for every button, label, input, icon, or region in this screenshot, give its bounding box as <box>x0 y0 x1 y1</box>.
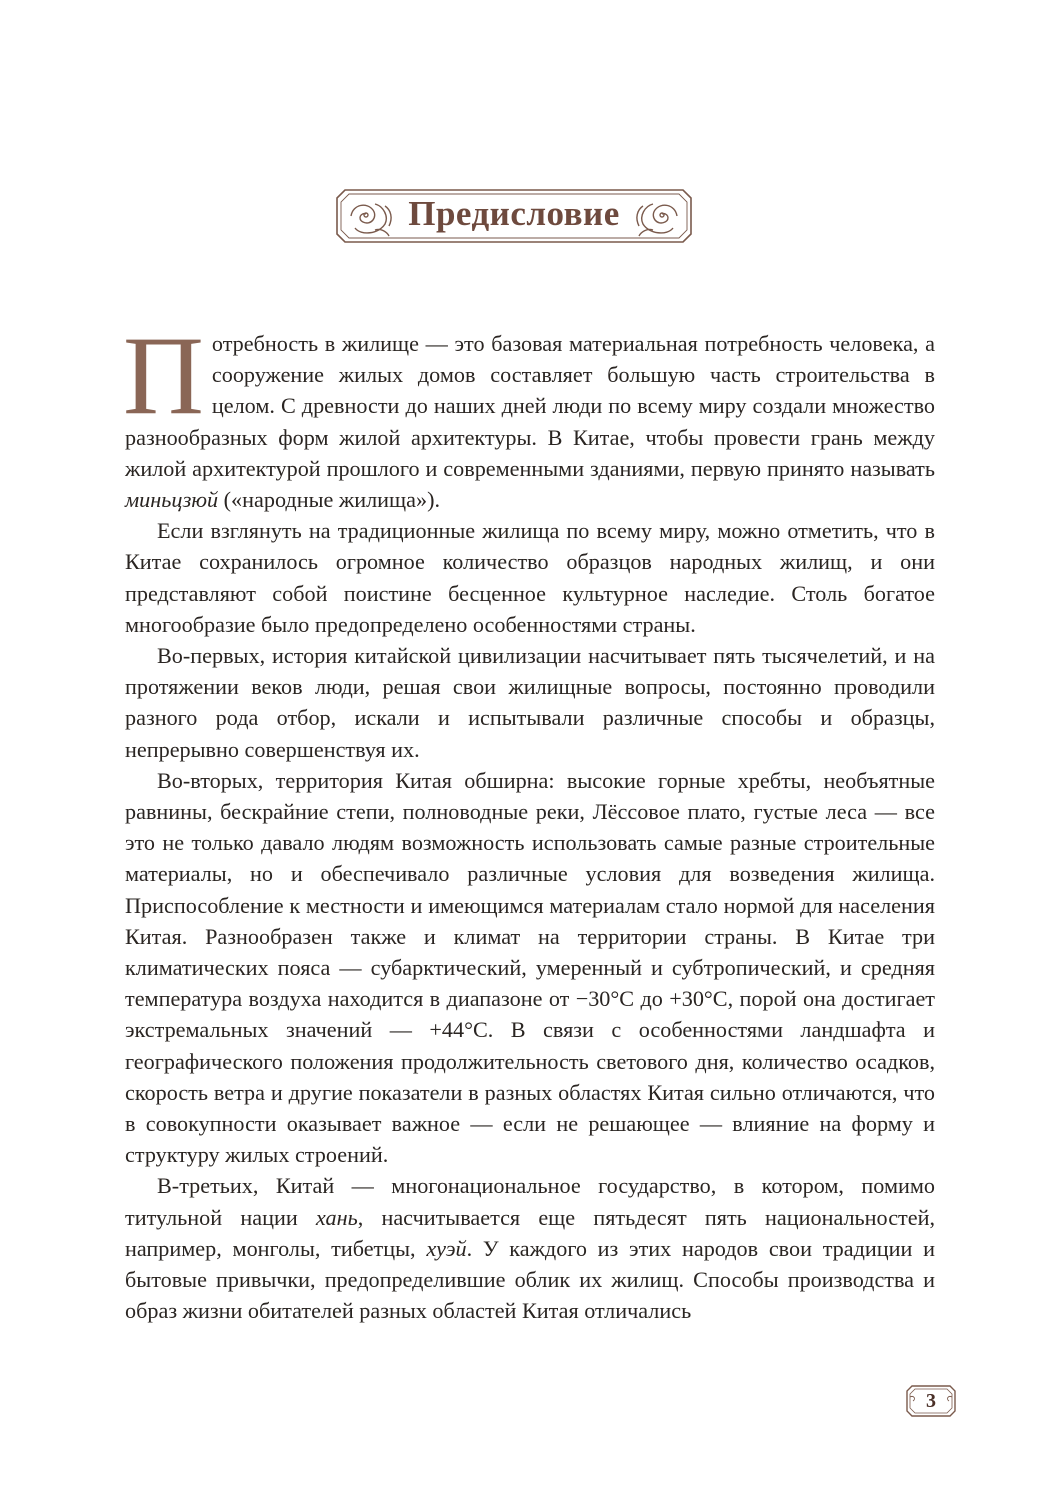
paragraph: Во-вторых, территория Китая обширна: высокие горные хребты, необъятные равнины, бескрайние степи, полноводные реки, Лёссовое плато, густые леса — все это не только давало людям возможность использовать самые разные строительные материалы, но и обеспечивало различные условия для возведения жилища. Приспособление к местности и имеющимся материалам стало нормой для населения Китая. Разнообразен также и климат на территории страны. В Китае три климатических пояса — субарктический, умеренный и субтропический, и средняя температура воздуха находится в диапазоне от −30°C до +30°C, порой она достигает экстремальных значений — +44°C. В связи с особенностями ландшафта и географического положения продолжительность светового дня, количество осадков, скорость ветра и другие показатели в разных областях Китая сильно отличаются, что в совокупности оказывает важное — если не решающее — влияние на форму и структуру жилых строений. <box>125 767 935 1168</box>
drop-cap: П <box>123 314 204 438</box>
italic-term: хуэй <box>426 1235 467 1261</box>
title-banner <box>331 184 697 248</box>
paragraph: Потребность в жилище — это базовая материальная потребность человека, а сооружение жилых домов составляет большую часть строительства в целом. С древности до наших дней люди по всему миру создали множество разнообразных форм жилой архитектуры. В Китае, чтобы провести грань между жилой архитектурой прошлого и современными зданиями, первую принято называть миньцзюй («народные жилища»). <box>123 314 935 513</box>
page-number: 3 <box>926 1390 936 1412</box>
left-scroll-ornament-icon <box>351 204 391 236</box>
body-text <box>123 314 936 1327</box>
italic-term: хань <box>315 1204 358 1230</box>
paragraph: Во-первых, история китайской цивилизации насчитывает пять тысячелетий, и на протяжении веков люди, решая свои жилищные вопросы, постоянно проводили разного рода отбор, искали и испытывали различные способы и образцы, непрерывно совершенствуя их. <box>125 643 935 762</box>
paragraph: В-третьих, Китай — многонациональное государство, в котором, помимо титульной нации хань, насчитывается еще пятьдесят пять национальностей, например, монголы, тибетцы, хуэй. У каждого из этих народов свои традиции и бытовые привычки, предопределившие облик их жилищ. Способы производства и образ жизни обитателей разных областей Китая отличались <box>125 1173 936 1324</box>
page-number-badge <box>904 1383 958 1419</box>
italic-term: миньцзюй <box>125 487 219 513</box>
paragraph: Если взглянуть на традиционные жилища по всему миру, можно отметить, что в Китае сохранилось огромное количество образцов народных жилищ, и они представляют собой поистине бесценное культурное наследие. Столь богатое многообразие было предопределено особенностями страны. <box>125 518 935 637</box>
right-scroll-ornament-icon <box>637 204 677 236</box>
page-title: Предисловие <box>408 194 620 233</box>
